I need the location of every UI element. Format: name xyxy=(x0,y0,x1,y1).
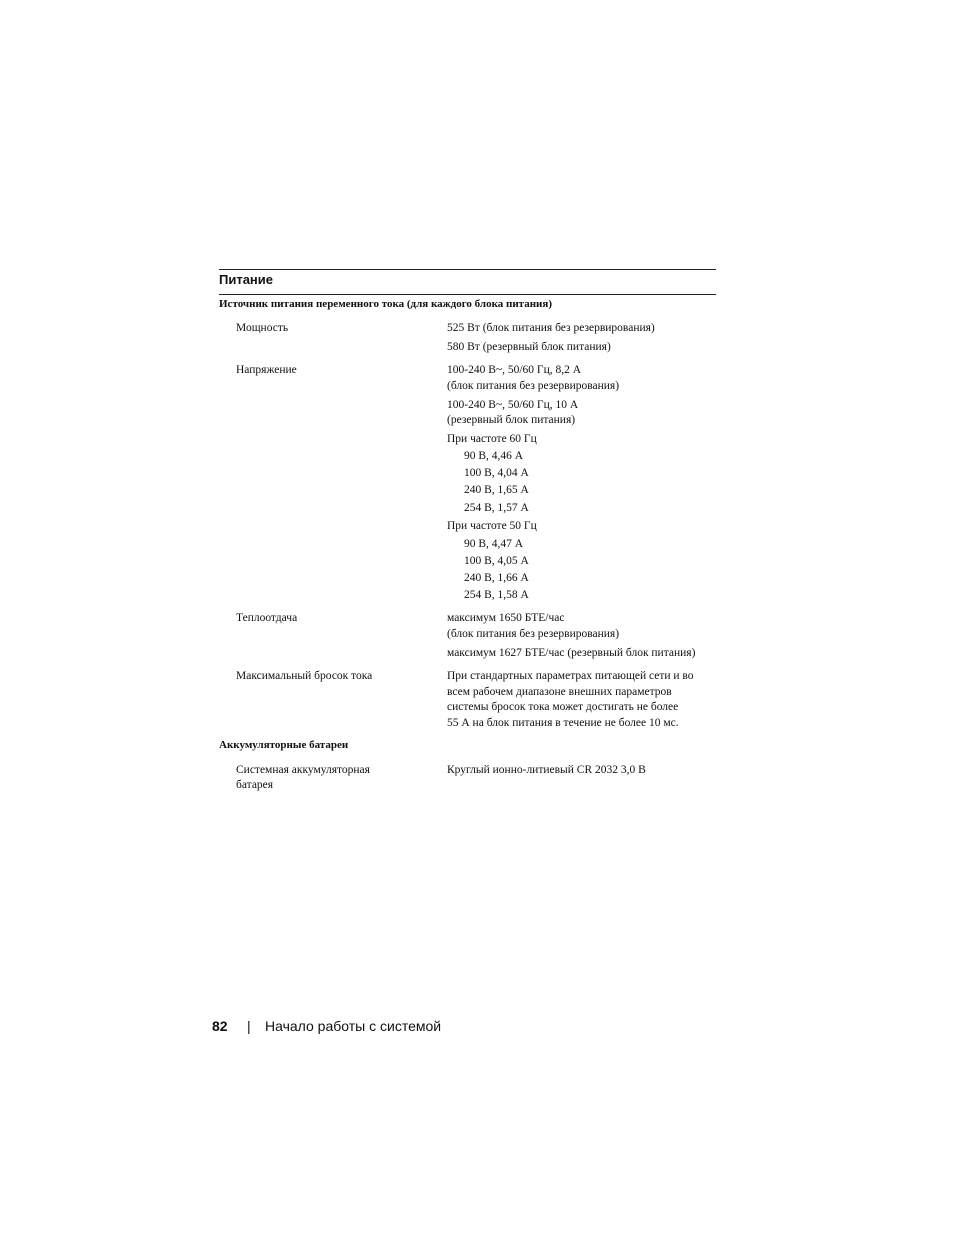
footer-separator: | xyxy=(247,1018,251,1034)
title-rule xyxy=(219,294,716,295)
freq60-item: 100 В, 4,04 А xyxy=(464,467,529,479)
value-voltage-1b: (блок питания без резервирования) xyxy=(447,380,620,392)
value-heat-1a: максимум 1650 БТЕ/час xyxy=(447,612,565,624)
value-power-1: 525 Вт (блок питания без резервирования) xyxy=(447,322,655,334)
freq50-title: При частоте 50 Гц xyxy=(447,520,537,532)
subtitle-ac: Источник питания переменного тока (для каждого блока питания) xyxy=(219,298,552,310)
freq60-title: При частоте 60 Гц xyxy=(447,433,537,445)
value-inrush-line: 55 А на блок питания в течение не более 10 мс. xyxy=(447,717,679,729)
value-voltage-2a: 100-240 В~, 50/60 Гц, 10 А xyxy=(447,399,579,411)
value-heat-1b: (блок питания без резервирования) xyxy=(447,628,620,640)
page-number: 82 xyxy=(212,1018,228,1034)
section-title: Питание xyxy=(219,272,274,287)
top-rule xyxy=(219,269,716,270)
freq50-item: 240 В, 1,66 А xyxy=(464,572,529,584)
value-heat-2: максимум 1627 БТЕ/час (резервный блок питания) xyxy=(447,647,696,659)
freq50-item: 254 В, 1,58 А xyxy=(464,589,529,601)
value-inrush-line: всем рабочем диапазоне внешних параметров xyxy=(447,686,672,698)
freq60-item: 90 В, 4,46 А xyxy=(464,450,524,462)
label-power: Мощность xyxy=(236,322,289,334)
freq60-item: 254 В, 1,57 А xyxy=(464,502,529,514)
value-power-2: 580 Вт (резервный блок питания) xyxy=(447,341,611,353)
freq50-item: 90 В, 4,47 А xyxy=(464,538,524,550)
subtitle-battery: Аккумуляторные батареи xyxy=(219,739,349,751)
footer-title: Начало работы с системой xyxy=(265,1018,442,1034)
label-heat: Теплоотдача xyxy=(236,612,298,624)
value-inrush-line: При стандартных параметрах питающей сети и во xyxy=(447,670,694,682)
label-battery-2: батарея xyxy=(236,779,274,791)
value-battery: Круглый ионно-литиевый CR 2032 3,0 В xyxy=(447,764,646,776)
label-voltage: Напряжение xyxy=(236,364,297,376)
freq50-item: 100 В, 4,05 А xyxy=(464,555,529,567)
value-voltage-1a: 100-240 В~, 50/60 Гц, 8,2 А xyxy=(447,364,582,376)
label-inrush: Максимальный бросок тока xyxy=(236,670,373,682)
value-voltage-2b: (резервный блок питания) xyxy=(447,414,576,426)
label-battery-1: Системная аккумуляторная xyxy=(236,764,370,776)
value-inrush-line: системы бросок тока может достигать не более xyxy=(447,701,679,713)
freq60-item: 240 В, 1,65 А xyxy=(464,484,529,496)
